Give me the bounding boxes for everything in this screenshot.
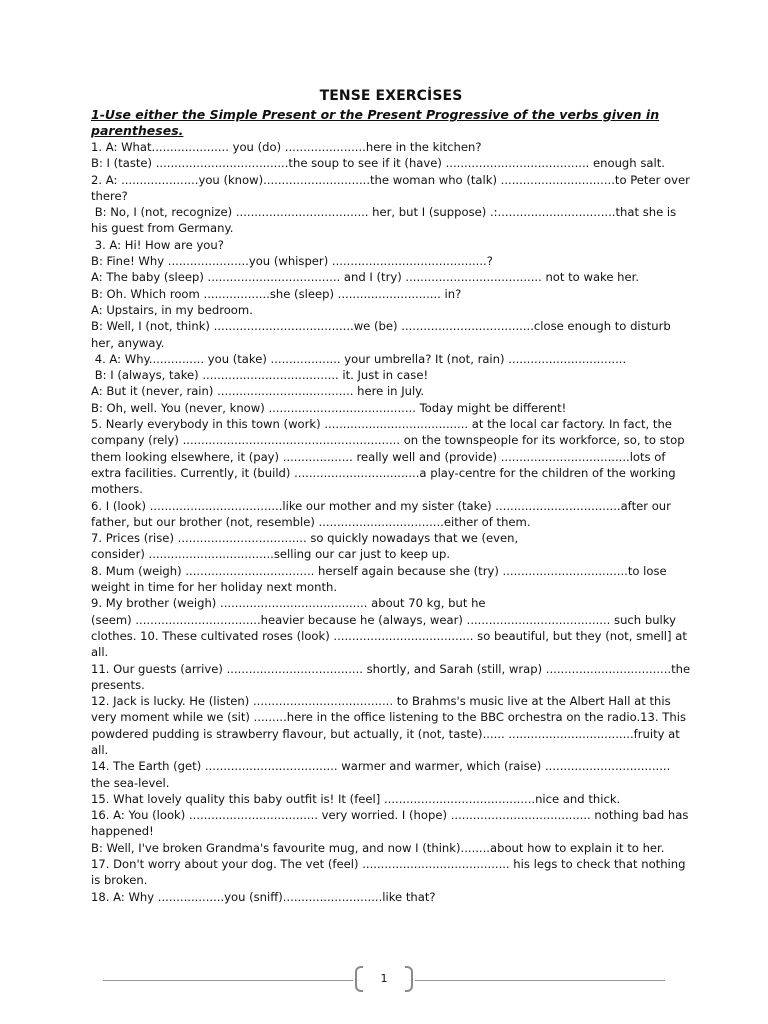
exercise-line: 9. My brother (weigh) ........................................ about 70 kg, but he (seem) ..................................heavier because he (always, wear) ....................................... such bulky clothes. 10. These cultivated roses (look) ...................................... so beautiful, but they (not, smell] at all. [91, 596, 687, 660]
exercise-line: B: I (always, take) ..................................... it. Just in case! [91, 368, 429, 383]
exercise-line: B: Well, I've broken Grandma's favourite mug, and now I (think)........about how to explain it to her. [91, 840, 665, 855]
exercise-line: A: But it (never, rain) ..................................... here in July. [91, 384, 425, 399]
exercise-line: 7. Prices (rise) ................................... so quickly nowadays that we (even, consider) ..................................selling our car just to keep up. [91, 531, 519, 562]
exercise-line: B: Well, I (not, think) ......................................we (be) ....................................close enough to disturb her, anyway. [91, 319, 675, 350]
document-page [91, 88, 694, 905]
exercise-line: 6. I (look) ....................................like our mother and my sister (take) ..................................after our father, but our brother (not, resemble) ..................................either of them. [91, 498, 675, 529]
page-title: TENSE EXERCİSES [319, 88, 463, 104]
exercise-line: B: I (taste) ....................................the soup to see if it (have) ....................................... enough salt. [91, 156, 665, 171]
page-footer [103, 966, 665, 996]
exercise-line: A: The baby (sleep) .................................... and I (try) ..................................... not to wake her. [91, 270, 640, 285]
exercise-line: 15. What lovely quality this baby outfit is! It (feel] .........................................nice and thick. [91, 791, 621, 806]
exercise-line: B: No, I (not, recognize) .................................... her, but I (suppose) .:................................that she is his guest from Germany. [91, 205, 680, 236]
exercise-line: 4. A: Why............... you (take) ................... your umbrella? It (not, rain) ................................ [91, 351, 627, 366]
exercise-line: 17. Don't worry about your dog. The vet (feel) ........................................ his legs to check that nothing is broken. [91, 857, 690, 888]
exercise-line: B: Oh, well. You (never, know) ........................................ Today might be different! [91, 400, 567, 415]
exercise-line: 8. Mum (weigh) ................................... herself again because she (try) ..................................to lose weight in time for her holiday next month. [91, 563, 671, 595]
exercise-line: 18. A: Why ..................you (sniff)...........................like that? [91, 889, 436, 904]
exercise-line: 5. Nearly everybody in this town (work) ....................................... at the local car factory. In fact, the company (rely) ........................................................... on the townspeople for its workforce, so, to stop them looking elsewhere, it (pay) ................... really well and (provide) ...................................lots of extra facilities. Currently, it (build) ..................................a play-centre for the children of the working mothers. [91, 417, 689, 497]
exercise-line: 3. A: Hi! How are you? [91, 237, 224, 252]
page-number: 1 [380, 972, 388, 985]
exercise-line: 11. Our guests (arrive) ..................................... shortly, and Sarah (still, wrap) ..................................the presents. [91, 661, 694, 692]
exercise-line: 2. A: .....................you (know).............................the woman who (talk) ...............................to Peter over there? [91, 172, 694, 203]
exercise-line: 14. The Earth (get) .................................... warmer and warmer, which (raise) .................................. the sea-level. [91, 759, 671, 790]
exercise-line: B: Oh. Which room ..................she (sleep) ............................ in? [91, 286, 462, 301]
exercise-line: B: Fine! Why ......................you (whisper) ..........................................? [91, 254, 493, 269]
exercise-line: 16. A: You (look) ................................... very worried. I (hope) ...................................... nothing bad has happened! [91, 808, 693, 839]
exercise-instruction: 1-Use either the Simple Present or the Present Progressive of the verbs given in parentheses. [91, 107, 660, 138]
exercise-line: A: Upstairs, in my bedroom. [91, 302, 253, 317]
exercise-line: 12. Jack is lucky. He (listen) ...................................... to Brahms's music live at the Albert Hall at this very moment while we (sit) .........here in the office listening to the BBC orchestra on the radio.13. This powdered pudding is strawberry flavour, but actually, it (not, taste)...... ..................................fruity at all. [91, 694, 690, 757]
exercise-body [91, 139, 694, 905]
exercise-line: 1. A: What..................... you (do) ......................here in the kitchen? [91, 140, 482, 154]
